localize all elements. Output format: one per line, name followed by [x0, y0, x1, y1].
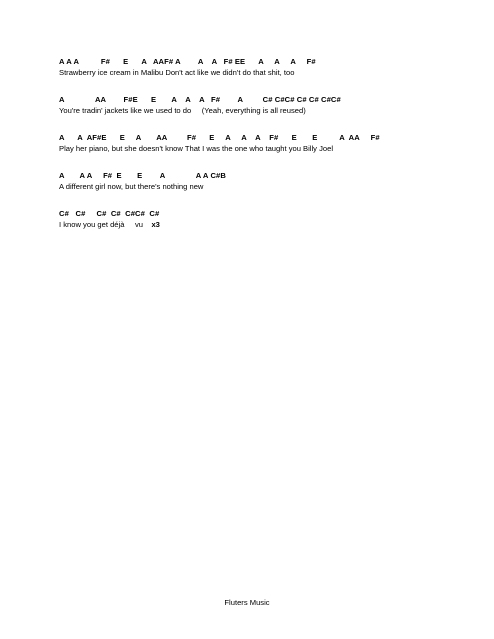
- lyric-line: A different girl now, but there's nothing new: [59, 182, 204, 191]
- lyric-line: Strawberry ice cream in Malibu Don't act like we didn't do that shit, too: [59, 68, 295, 77]
- stanza-4: [59, 171, 459, 191]
- chord-line: A A A F# E A AAF# A A A F# EE A A A F#: [59, 57, 316, 66]
- stanza-5: [59, 209, 459, 229]
- lyric-text: I know you get déjà vu: [59, 220, 152, 229]
- chord-line: A A AF#E E A AA F# E A A A F# E E A AA F#: [59, 133, 380, 142]
- stanza-1: [59, 57, 459, 77]
- stanza-2: [59, 95, 459, 115]
- chord-line: C# C# C# C# C#C# C#: [59, 209, 160, 218]
- lyric-line: Play her piano, but she doesn't know That I was the one who taught you Billy Joel: [59, 144, 334, 153]
- lyric-line-with-repeat: [59, 220, 459, 229]
- stanza-3: [59, 133, 459, 153]
- chord-line: A A A F# E E A A A C#B: [59, 171, 226, 180]
- chord-line: A AA F#E E A A A F# A C# C#C# C# C# C#C#: [59, 95, 341, 104]
- song-content: [59, 57, 459, 247]
- page-footer: Fluters Music: [224, 598, 270, 607]
- lyric-line: You're tradin' jackets like we used to do (Yeah, everything is all reused): [59, 106, 306, 115]
- repeat-marker: x3: [151, 220, 160, 229]
